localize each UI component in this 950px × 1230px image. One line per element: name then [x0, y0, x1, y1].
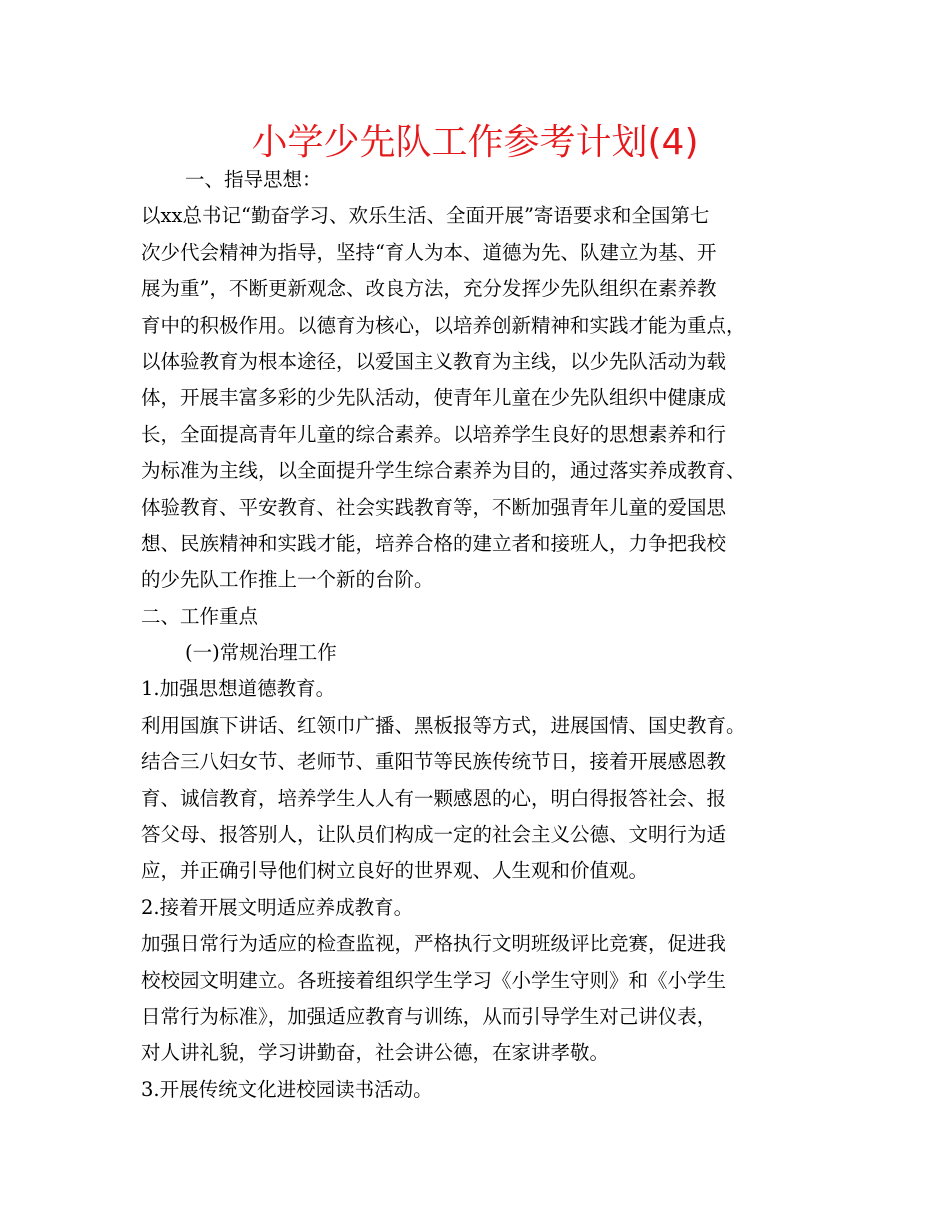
subsection-heading-routine-management: (一)常规治理工作 — [185, 641, 337, 665]
paragraph-line: 的少先队工作推上一个新的台阶。 — [141, 568, 434, 592]
paragraph-line: 对人讲礼貌，学习讲勤奋，社会讲公德，在家讲孝敬。 — [141, 1041, 610, 1065]
paragraph-line: 想、民族精神和实践才能，培养合格的建立者和接班人，力争把我校 — [141, 531, 727, 555]
item-heading: 1.加强思想道德教育。 — [141, 677, 336, 701]
paragraph-line: 日常行为标准》，加强适应教育与训练，从而引导学生对己讲仪表， — [141, 1004, 717, 1028]
paragraph-line: 为标准为主线，以全面提升学生综合素养为目的，通过落实养成教育、 — [141, 459, 746, 483]
paragraph-line: 育、诚信教育，培养学生人人有一颗感恩的心，明白得报答社会、报 — [141, 786, 727, 810]
item-heading: 3.开展传统文化进校园读书活动。 — [141, 1077, 433, 1101]
paragraph-line: 体，开展丰富多彩的少先队活动，使青年儿童在少先队组织中健康成 — [141, 386, 727, 410]
paragraph-line: 育中的积极作用。以德育为核心，以培养创新精神和实践才能为重点， — [141, 313, 746, 337]
section-heading-work-focus: 二、工作重点 — [141, 604, 259, 628]
paragraph-line: 加强日常行为适应的检查监视，严格执行文明班级评比竞赛，促进我 — [141, 932, 727, 956]
paragraph-line: 长，全面提高青年儿童的综合素养。以培养学生良好的思想素养和行 — [141, 422, 727, 446]
paragraph-line: 校校园文明建立。各班接着组织学生学习《小学生守则》和《小学生 — [141, 968, 727, 992]
document-title: 小学少先队工作参考计划(4) — [251, 122, 699, 163]
paragraph-line: 次少代会精神为指导，坚持“育人为本、道德为先、队建立为基、开 — [141, 240, 717, 264]
paragraph-line: 结合三八妇女节、老师节、重阳节等民族传统节日，接着开展感恩教 — [141, 750, 727, 774]
paragraph-line: 应，并正确引导他们树立良好的世界观、人生观和价值观。 — [141, 859, 649, 883]
paragraph-line: 以xx总书记“勤奋学习、欢乐生活、全面开展”寄语要求和全国第七 — [141, 204, 710, 228]
paragraph-line: 利用国旗下讲话、红领巾广播、黑板报等方式，进展国情、国史教育。 — [141, 713, 746, 737]
paragraph-line: 体验教育、平安教育、社会实践教育等，不断加强青年儿童的爱国思 — [141, 495, 727, 519]
document-body — [141, 162, 841, 1108]
paragraph-line: 展为重”，不断更新观念、改良方法，充分发挥少先队组织在素养教 — [141, 277, 717, 301]
section-heading-guiding-ideology: 一、指导思想： — [185, 168, 322, 191]
paragraph-line: 以体验教育为根本途径，以爱国主义教育为主线，以少先队活动为载 — [141, 349, 727, 373]
item-heading: 2.接着开展文明适应养成教育。 — [141, 895, 414, 919]
paragraph-line: 答父母、报答别人，让队员们构成一定的社会主义公德、文明行为适 — [141, 823, 727, 847]
